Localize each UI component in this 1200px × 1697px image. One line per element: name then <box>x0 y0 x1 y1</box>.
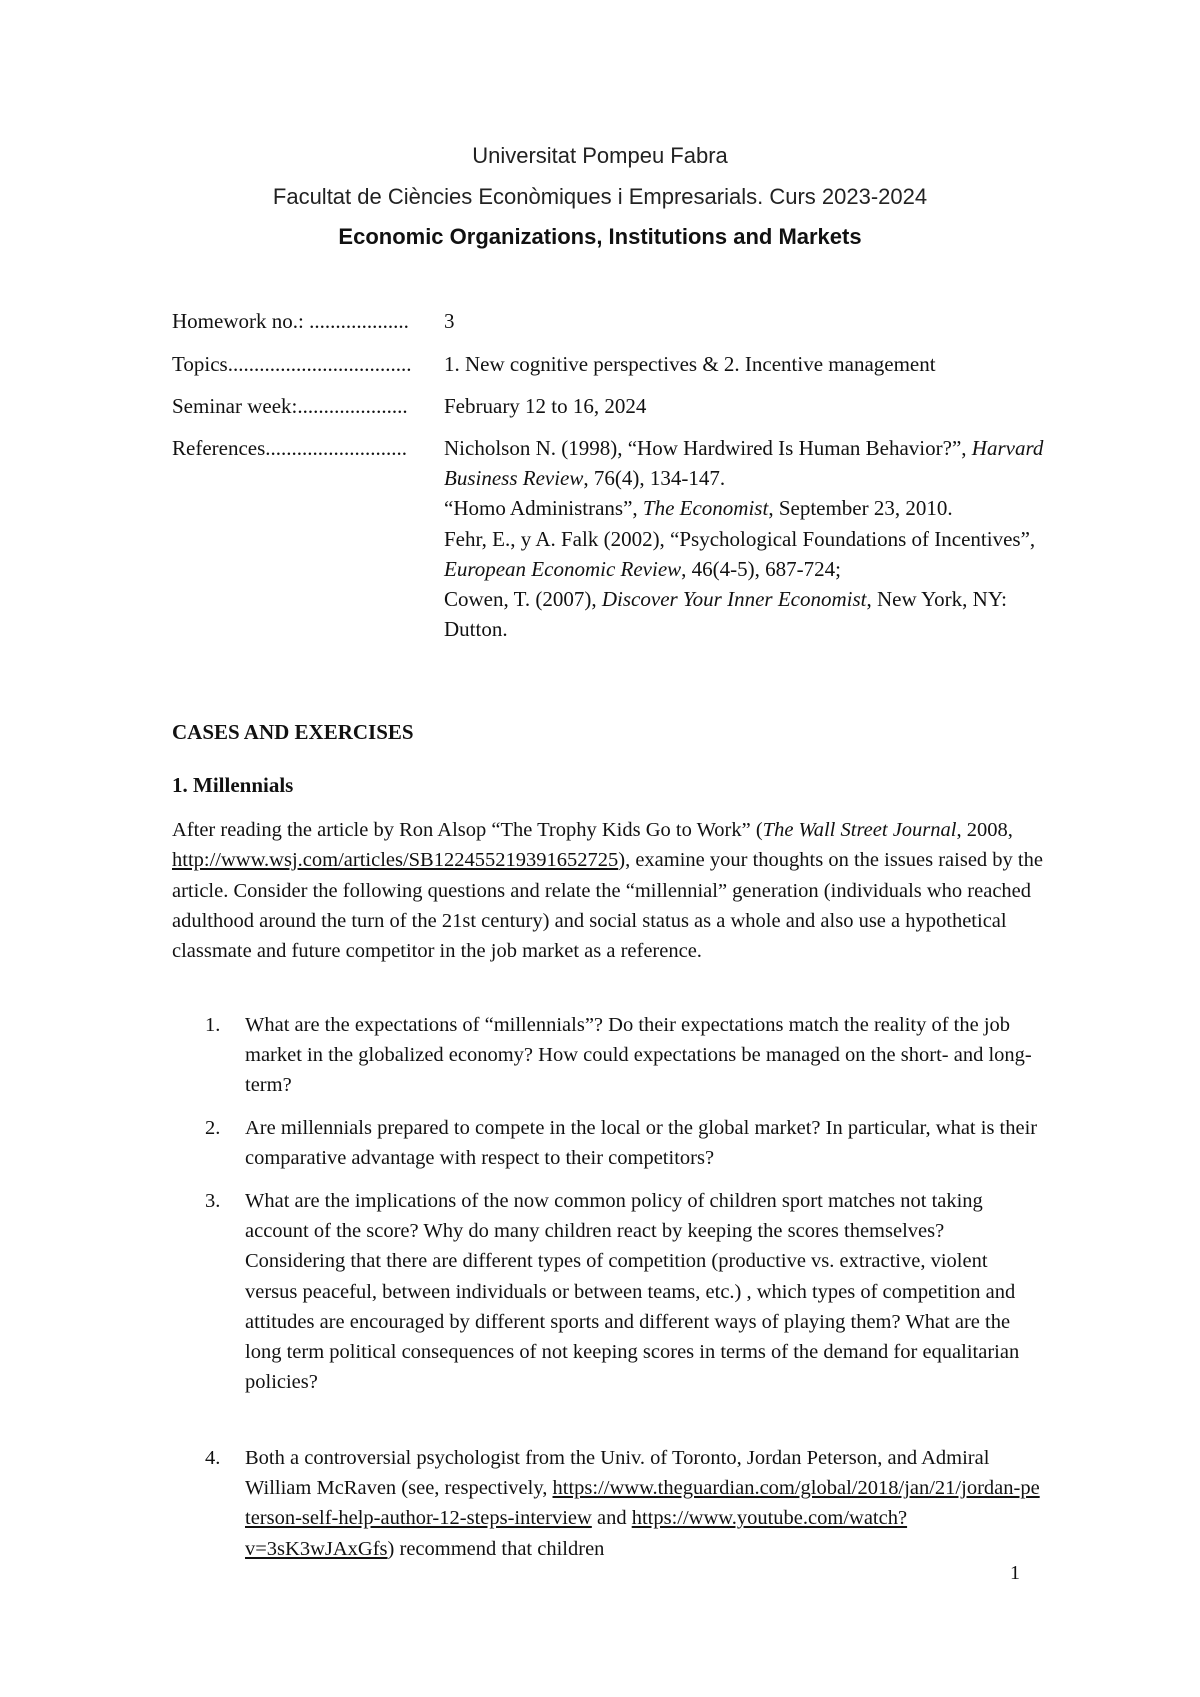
reference-item: Fehr, E., y A. Falk (2002), “Psychological Foundations of Incentives”, European Economic Review, 46(4-5), 687-724; <box>444 526 1036 581</box>
course-title: Economic Organizations, Institutions and Markets <box>338 224 862 249</box>
question-text: What are the implications of the now common policy of children sport matches not taking account of the score? Why do many children react by keeping the scores themselves? Considering that there are different types of competition (productive vs. extractive, violent versus peaceful, between individuals or between teams, etc.) , which types of competition and attitudes are encouraged by different sports and different ways of playing them? What are the long term political consequences of not keeping scores in terms of the demand for equalitarian policies? <box>245 1190 1020 1394</box>
references-label: References........................... <box>172 436 408 460</box>
cases-heading: CASES AND EXERCISES <box>172 720 414 744</box>
question-item <box>205 1443 1045 1564</box>
question-number: 2. <box>205 1117 221 1139</box>
topics-value: 1. New cognitive perspectives & 2. Incentive management <box>444 352 936 376</box>
journal-title: The Wall Street Journal <box>762 819 957 841</box>
question-number: 1. <box>205 1014 221 1036</box>
topics-row <box>172 349 936 379</box>
seminar-row <box>172 391 646 421</box>
reference-item: Cowen, T. (2007), Discover Your Inner Economist, New York, NY: Dutton. <box>444 587 1007 642</box>
references-list <box>444 433 1064 644</box>
intro-paragraph: After reading the article by Ron Alsop “The Trophy Kids Go to Work” (The Wall Street Journal, 2008, http://www.wsj.com/articles/SB122455219391652725), examine your thoughts on the issues raised by the article. Consider the following questions and relate the “millennial” generation (individuals who reached adulthood around the turn of the 21st century) and social status as a whole and also use a hypothetical classmate and future competitor in the job market as a reference. <box>172 819 1043 963</box>
question-item <box>205 1010 1045 1101</box>
question-text: Are millennials prepared to compete in the local or the global market? In particular, what is their comparative advantage with respect to their competitors? <box>245 1117 1038 1170</box>
question-text: What are the expectations of “millennials”? Do their expectations match the reality of the job market in the globalized economy? How could expectations be managed on the short- and long-term? <box>245 1014 1032 1097</box>
question-text: Both a controversial psychologist from the Univ. of Toronto, Jordan Peterson, and Admiral William McRaven (see, respectively, https://www.theguardian.com/global/2018/jan/21/jordan-peterson-self-help-author-12-steps-interview and https://www.youtube.com/watch?v=3sK3wJAxGfs) recommend that children <box>245 1447 1040 1560</box>
guardian-link[interactable]: https://www.theguardian.com/global/2018/jan/21/jordan-peterson-self-help-author-12-steps-interview <box>245 1477 1040 1530</box>
wsj-article-link[interactable]: http://www.wsj.com/articles/SB122455219391652725 <box>172 849 619 872</box>
homework-value: 3 <box>444 309 455 333</box>
seminar-value: February 12 to 16, 2024 <box>444 394 647 418</box>
topics-label: Topics................................... <box>172 352 412 376</box>
seminar-label: Seminar week:..................... <box>172 394 408 418</box>
reference-item: “Homo Administrans”, The Economist, September 23, 2010. <box>444 496 953 521</box>
question-number: 3. <box>205 1190 221 1212</box>
faculty-line: Facultat de Ciències Econòmiques i Empresarials. Curs 2023-2024 <box>272 184 928 209</box>
reference-item: Nicholson N. (1998), “How Hardwired Is Human Behavior?”, Harvard Business Review, 76(4), 134-147. <box>444 436 1044 491</box>
question-number: 4. <box>205 1447 221 1469</box>
page-number: 1 <box>1010 1562 1020 1584</box>
homework-row <box>172 306 455 336</box>
question-item <box>205 1186 1045 1397</box>
references-row <box>172 433 444 463</box>
university-name: Universitat Pompeu Fabra <box>472 143 728 168</box>
question-item <box>205 1113 1045 1173</box>
homework-label: Homework no.: ................... <box>172 309 409 333</box>
millennials-heading: 1. Millennials <box>172 773 294 797</box>
youtube-link[interactable]: https://www.youtube.com/watch?v=3sK3wJAxGfs <box>245 1507 908 1560</box>
